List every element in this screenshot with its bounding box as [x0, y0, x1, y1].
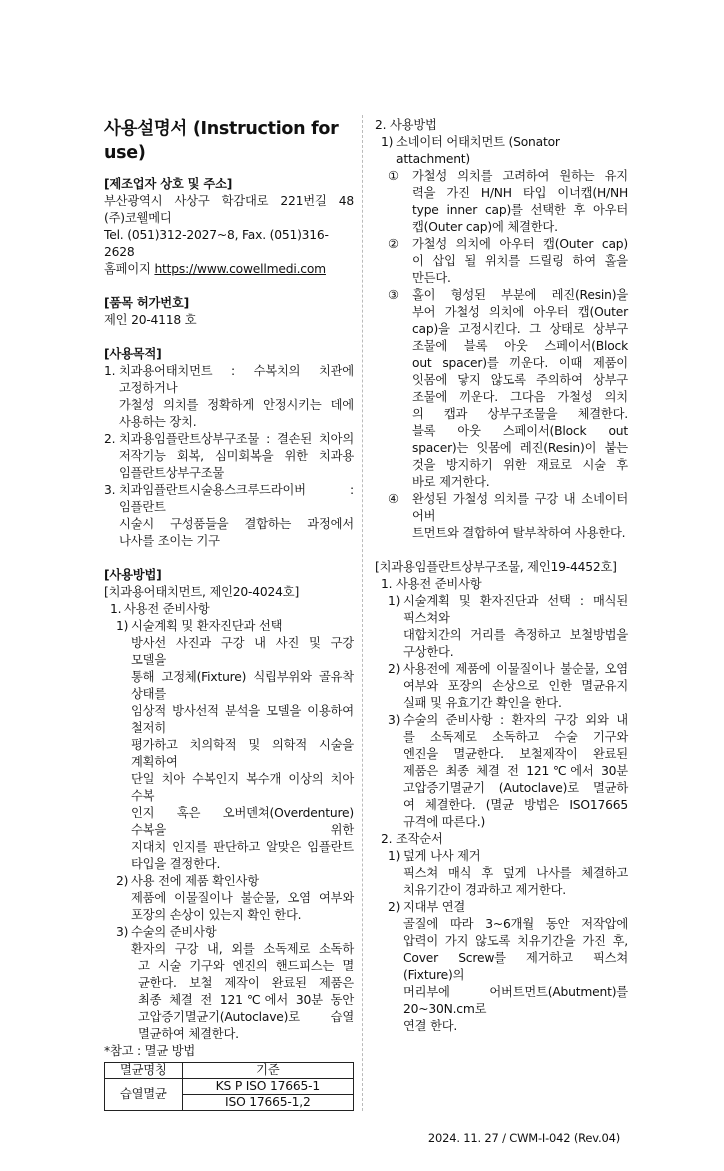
text-line: 완성된 가철성 의치를 구강 내 소네이터 어버	[412, 492, 628, 523]
text-line: 바로 제거한다.	[412, 475, 490, 489]
text-line: 제품은 최종 체결 전 121℃에서 30분	[403, 764, 628, 778]
homepage-line	[104, 261, 354, 278]
text-line: 력을 가진 H/NH 타입 이너캡(H/NH	[412, 186, 628, 200]
text-line: 의 캡과 상부구조물을 체결한다.	[412, 407, 628, 421]
text-line: 지대치 인지를 판단하고 알맞은 임플란트	[131, 840, 354, 854]
text-line: 치과용어태치먼트 : 수복치의 치관에 고정하거나	[119, 364, 354, 395]
list-marker: 3)	[116, 925, 129, 939]
list-marker: 1)	[388, 594, 401, 608]
text-line: 고 시술 기구와 엔진의 핸드피스는 멸	[138, 959, 354, 973]
text-line: 블록 아웃 스페이서(Block out	[412, 424, 628, 438]
text-line: 부어 가철성 의치에 아우터 캡(Outer	[412, 305, 628, 319]
text-line: 고압증기멸균기 (Autoclave)로 멸균하	[403, 781, 628, 795]
text-line: 치과용임플란트상부구조물 : 결손된 치아의	[119, 432, 354, 446]
text-line: 사용전 준비사항	[124, 602, 210, 616]
list-marker: 1.	[381, 577, 393, 591]
text-line: 평가하고 치의학적 및 의학적 시술을 계획하여	[131, 738, 354, 769]
sterilization-table	[104, 1062, 354, 1111]
paragraph	[104, 601, 354, 618]
text-line: [치과용임플란트상부구조물, 제인19-4452호]	[375, 560, 617, 574]
text-line: 단일 치아 수복인지 복수개 이상의 치아 수복	[131, 772, 354, 803]
list-marker: 1)	[388, 849, 401, 863]
text-line: 엔진을 멸균한다. 보철제작이 완료된	[403, 747, 628, 761]
text-line: 멸균하여 체결한다.	[138, 1027, 239, 1041]
text-line: 덮게 나사 제거	[403, 849, 481, 863]
paragraph	[375, 117, 628, 134]
paragraph	[104, 193, 354, 227]
paragraph	[375, 831, 628, 848]
text-line: 캡(Outer cap)에 체결한다.	[412, 220, 558, 234]
list-marker: ④	[388, 492, 399, 506]
text-line: 가철성 의치에 아우터 캡(Outer cap)	[412, 237, 628, 251]
list-marker: 2.	[381, 832, 393, 846]
text-line: 시술계획 및 환자진단과 선택 : 매식된 픽스쳐와	[403, 594, 628, 625]
paragraph	[104, 295, 354, 312]
text-line: 포장의 손상이 있는지 확인 한다.	[131, 908, 302, 922]
list-marker: 2.	[104, 432, 116, 446]
paragraph	[375, 593, 628, 661]
text-line: 조물에 블록 아웃 스페이서(Block	[412, 339, 628, 353]
paragraph	[375, 661, 628, 712]
paragraph	[375, 287, 628, 491]
list-marker: 2)	[388, 662, 401, 676]
paragraph	[104, 635, 354, 873]
text-line: 잇몸에 닿지 않도록 주의하여 상부구	[412, 373, 628, 387]
text-line: 임상적 방사선적 분석을 모델을 이용하여 철저히	[131, 704, 354, 735]
list-marker: 3.	[104, 483, 116, 497]
paragraph	[375, 865, 628, 899]
text-line: 조작순서	[396, 832, 443, 846]
text-line: 규격에 따른다.)	[403, 815, 486, 829]
document-footer: 2024. 11. 27 / CWM-I-042 (Rev.04)	[427, 1131, 620, 1145]
text-line: 타입을 결정한다.	[131, 857, 221, 871]
table-cell-method: 습열멸균	[105, 1079, 183, 1111]
table-header: 멸균명칭	[105, 1063, 183, 1079]
text-line: 이 삽입 될 위치를 드릴링 하여 홀을	[412, 254, 628, 268]
text-line: [품목 허가번호]	[104, 296, 189, 310]
list-marker: 2)	[116, 874, 129, 888]
left-content	[104, 176, 354, 1060]
text-line: 머리부에 어버트먼트(Abutment)를 20~30N.cm로	[403, 985, 628, 1016]
paragraph	[104, 618, 354, 635]
text-line: [치과용어태치먼트, 제인20-4024호]	[104, 585, 300, 599]
paragraph	[104, 431, 354, 482]
text-line: 수술의 준비사항	[131, 925, 217, 939]
text-line: 환자의 구강 내, 외를 소독제로 소독하	[131, 942, 354, 956]
paragraph	[104, 584, 354, 601]
paragraph	[104, 890, 354, 924]
list-marker: ③	[388, 288, 399, 302]
text-line: 여부와 포장의 손상으로 인한 멸균유지	[403, 679, 628, 693]
paragraph	[104, 873, 354, 890]
text-line: cap)을 고정시킨다. 그 상태로 상부구	[412, 322, 628, 336]
left-column	[104, 117, 354, 1111]
text-line: 를 소독제로 소독하고 수술 기구와	[403, 730, 628, 744]
text-line: 인지 혹은 오버덴쳐(Overdenture) 수복을 위한	[131, 806, 354, 837]
text-line: 저작기능 회복, 심미회복을 위한 치과용	[119, 449, 354, 463]
homepage-link[interactable]: https://www.cowellmedi.com	[154, 262, 326, 276]
paragraph	[375, 134, 628, 168]
text-line: 실패 및 유효기간 확인을 한다.	[403, 696, 562, 710]
list-marker: ①	[388, 169, 399, 183]
right-content	[375, 117, 628, 1035]
text-line: 사용하는 장치.	[119, 415, 197, 429]
text-line: 것을 방지하기 위한 재료로 시술 후	[412, 458, 628, 472]
list-marker: 2.	[375, 118, 387, 132]
text-line: [사용목적]	[104, 347, 162, 361]
homepage-label: 홈페이지	[104, 262, 155, 276]
paragraph	[104, 312, 354, 329]
paragraph	[104, 176, 354, 193]
text-line: 치과임플란트시술용스크루드라이버 : 임플란트	[119, 483, 354, 514]
text-line: 제인 20-4118 호	[104, 313, 197, 327]
paragraph	[104, 227, 354, 261]
text-line: 통해 고정체(Fixture) 식립부위와 골유착 상태를	[131, 670, 354, 701]
column-divider	[362, 115, 363, 1111]
text-line: 대합치간의 거리를 측정하고 보철방법을	[403, 628, 628, 642]
right-column	[375, 117, 628, 1035]
text-line: 수술의 준비사항 : 환자의 구강 외와 내	[403, 713, 628, 727]
text-line: Cover Screw를 제거하고 픽스쳐(Fixture)의	[403, 951, 628, 982]
text-line: 트먼트와 결합하여 탈부착하여 사용한다.	[412, 526, 626, 540]
list-marker: 2)	[388, 900, 401, 914]
text-line: 홀이 형성된 부분에 레진(Resin)을	[412, 288, 628, 302]
text-line: 소네이터 어태치먼트 (Sonator attachment)	[396, 135, 560, 166]
text-line: 방사선 사진과 구강 내 사진 및 구강 모델을	[131, 636, 354, 667]
text-line: 픽스쳐 매식 후 덮게 나사를 체결하고	[403, 866, 628, 880]
text-line: 시술계획 및 환자진단과 선택	[131, 619, 283, 633]
text-line: 골질에 따라 3~6개월 동안 저작압에	[403, 917, 628, 931]
paragraph	[375, 236, 628, 287]
paragraph	[104, 482, 354, 550]
text-line: 가철성 의치를 고려하여 원하는 유지	[412, 169, 628, 183]
table-cell-standard: ISO 17665-1,2	[182, 1095, 353, 1111]
text-line: 만든다.	[412, 271, 451, 285]
text-line: 임플란트상부구조물	[119, 466, 225, 480]
paragraph	[104, 346, 354, 363]
text-line: 조물에 끼운다. 그다음 가철성 의치	[412, 390, 628, 404]
paragraph	[375, 168, 628, 236]
text-line: 고압증기멸균기(Autoclave)로 습열	[138, 1010, 354, 1024]
text-line: (주)코웰메디	[104, 211, 172, 225]
text-line: 제품에 이물질이나 불순물, 오염 여부와	[131, 891, 354, 905]
list-marker: 1.	[110, 602, 122, 616]
table-header-row	[105, 1063, 354, 1079]
text-line: 압력이 가지 않도록 치유기간을 가진 후,	[403, 934, 628, 948]
paragraph	[375, 576, 628, 593]
table-cell-standard: KS P ISO 17665-1	[182, 1079, 353, 1095]
paragraph	[375, 848, 628, 865]
text-line: out spacer)를 끼운다. 이때 제품이	[412, 356, 628, 370]
paragraph	[104, 261, 354, 278]
text-line: 구상한다.	[403, 645, 454, 659]
text-line: 균한다. 보철 제작이 완료된 제품은	[138, 976, 354, 990]
text-line: 여 체결한다. (멸균 방법은 ISO17665	[403, 798, 628, 812]
text-line: 지대부 연결	[403, 900, 466, 914]
text-line: [제조업자 상호 및 주소]	[104, 177, 233, 191]
text-line: 사용전에 제품에 이물질이나 불순물, 오염	[403, 662, 628, 676]
text-line: 부산광역시 사상구 학감대로 221번길 48	[104, 194, 354, 208]
list-marker: 1)	[381, 135, 394, 149]
paragraph	[104, 363, 354, 431]
text-line: 나사를 조이는 기구	[119, 534, 220, 548]
text-line: 최종 체결 전 121℃에서 30분 동안	[138, 993, 354, 1007]
paragraph	[375, 899, 628, 916]
text-line: 치유기간이 경과하고 제거한다.	[403, 883, 566, 897]
text-line: 시술시 구성품들을 결합하는 과정에서	[119, 517, 354, 531]
text-line: *참고 : 멸균 방법	[104, 1044, 196, 1058]
text-line: 사용전 준비사항	[396, 577, 482, 591]
paragraph	[375, 491, 628, 542]
paragraph	[375, 916, 628, 1035]
text-line: type inner cap)를 선택한 후 아우터	[412, 203, 628, 217]
paragraph	[375, 712, 628, 831]
list-marker: 1.	[104, 364, 116, 378]
text-line: 사용 전에 제품 확인사항	[131, 874, 259, 888]
list-marker: ②	[388, 237, 399, 251]
table-row	[105, 1079, 354, 1095]
paragraph	[104, 1043, 354, 1060]
list-marker: 1)	[116, 619, 129, 633]
text-line: spacer)는 잇몸에 레진(Resin)이 붙는	[412, 441, 628, 455]
text-line: [사용방법]	[104, 568, 162, 582]
paragraph	[104, 941, 354, 1043]
text-line: 연결 한다.	[403, 1019, 458, 1033]
list-marker: 3)	[388, 713, 401, 727]
paragraph	[104, 924, 354, 941]
table-header: 기준	[182, 1063, 353, 1079]
paragraph	[375, 559, 628, 576]
text-line: Tel. (051)312-2027~8, Fax. (051)316-2628	[104, 228, 329, 259]
paragraph	[104, 567, 354, 584]
text-line: 사용방법	[390, 118, 437, 132]
document-title: 사용설명서 (Instruction for use)	[104, 119, 339, 163]
text-line: 가철성 의치를 정확하게 안정시키는 데에	[119, 398, 354, 412]
